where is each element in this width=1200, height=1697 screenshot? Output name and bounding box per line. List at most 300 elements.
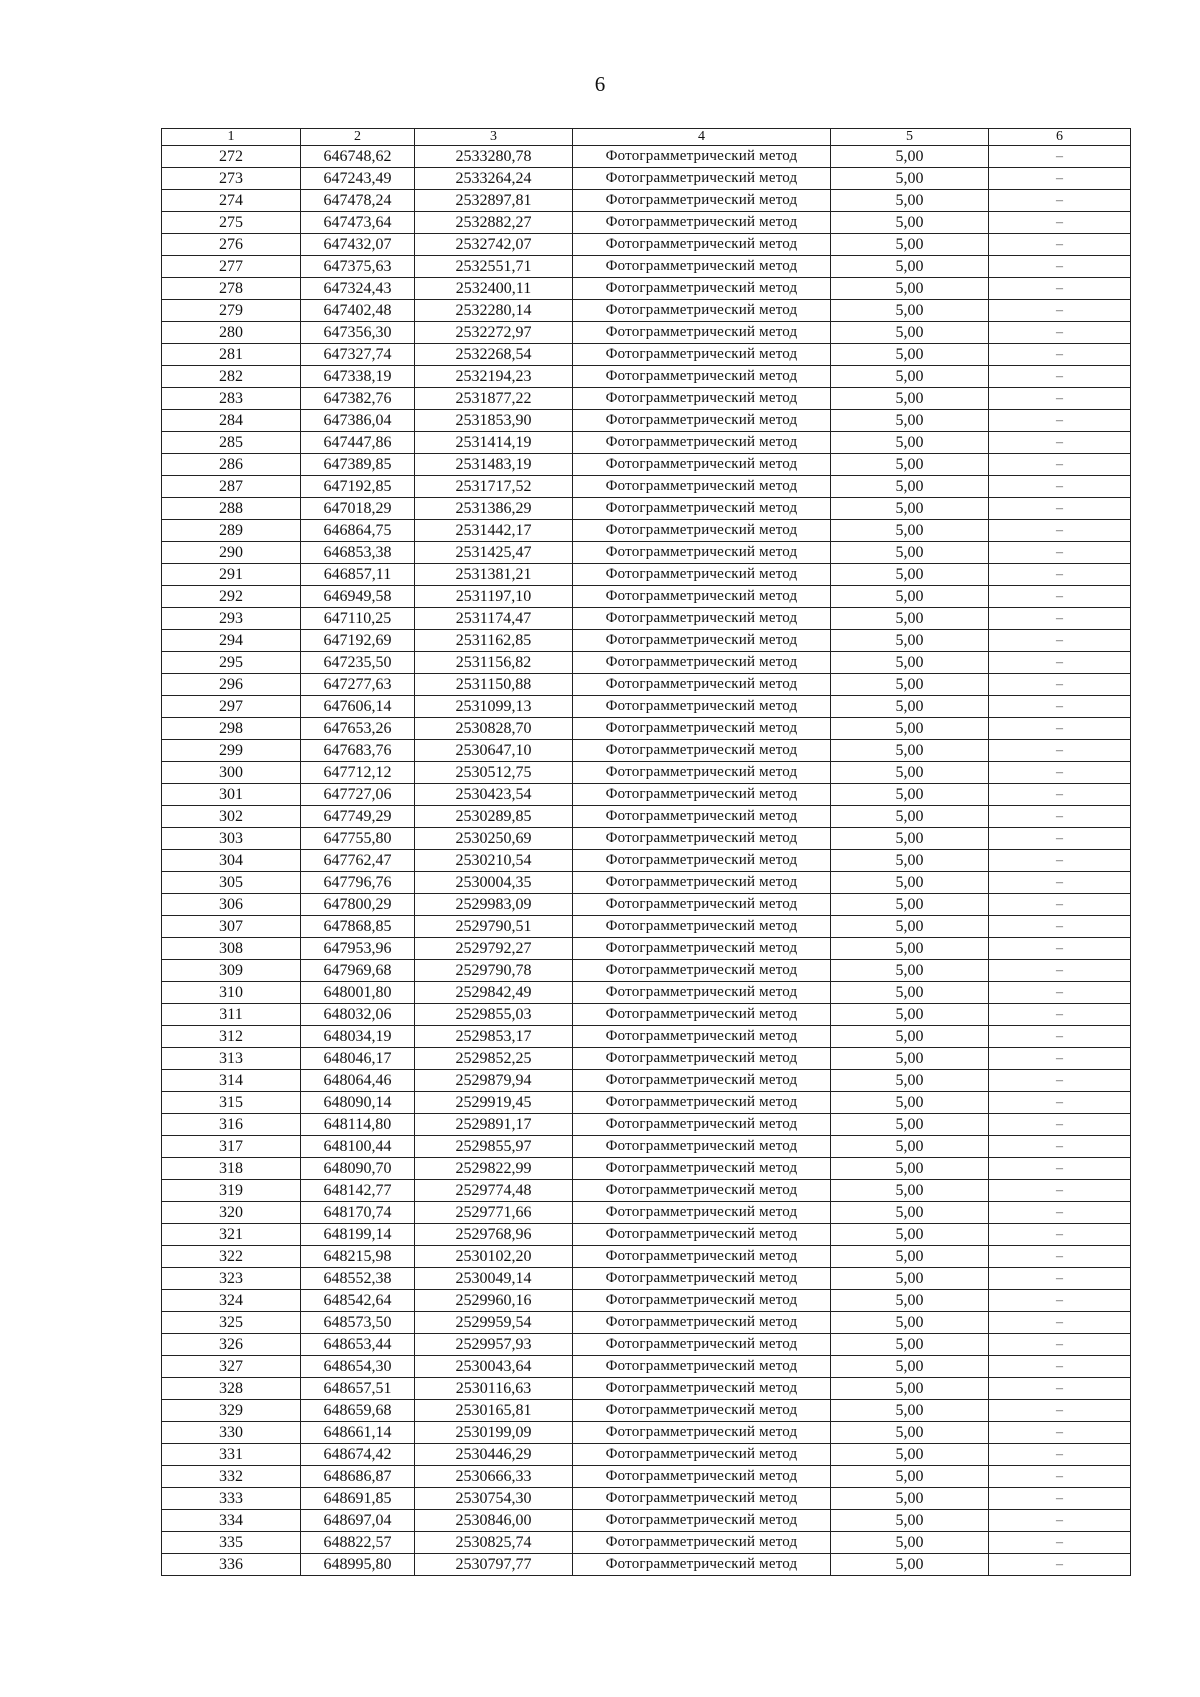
note-cell: –: [989, 1158, 1131, 1180]
note-cell: –: [989, 630, 1131, 652]
column-header-1: 1: [162, 129, 301, 146]
y-coordinate-cell: 2531442,17: [415, 520, 573, 542]
x-coordinate-cell: 647327,74: [301, 344, 415, 366]
point-number-cell: 326: [162, 1334, 301, 1356]
note-cell: –: [989, 520, 1131, 542]
note-cell: –: [989, 300, 1131, 322]
method-cell: Фотограмметрический метод: [573, 1048, 831, 1070]
method-cell: Фотограмметрический метод: [573, 1400, 831, 1422]
y-coordinate-cell: 2530004,35: [415, 872, 573, 894]
y-coordinate-cell: 2530647,10: [415, 740, 573, 762]
accuracy-cell: 5,00: [831, 1048, 989, 1070]
method-cell: Фотограмметрический метод: [573, 718, 831, 740]
note-cell: –: [989, 168, 1131, 190]
table-row: [162, 146, 1131, 168]
x-coordinate-cell: 647953,96: [301, 938, 415, 960]
y-coordinate-cell: 2530825,74: [415, 1532, 573, 1554]
note-cell: –: [989, 828, 1131, 850]
table-row: [162, 1070, 1131, 1092]
y-coordinate-cell: 2529771,66: [415, 1202, 573, 1224]
x-coordinate-cell: 647653,26: [301, 718, 415, 740]
accuracy-cell: 5,00: [831, 652, 989, 674]
method-cell: Фотограмметрический метод: [573, 564, 831, 586]
y-coordinate-cell: 2530210,54: [415, 850, 573, 872]
method-cell: Фотограмметрический метод: [573, 1026, 831, 1048]
accuracy-cell: 5,00: [831, 1510, 989, 1532]
table-row: [162, 1444, 1131, 1466]
table-row: [162, 1048, 1131, 1070]
x-coordinate-cell: 648995,80: [301, 1554, 415, 1576]
table-row: [162, 300, 1131, 322]
x-coordinate-cell: 648552,38: [301, 1268, 415, 1290]
column-header-4: 4: [573, 129, 831, 146]
accuracy-cell: 5,00: [831, 630, 989, 652]
note-cell: –: [989, 1268, 1131, 1290]
note-cell: –: [989, 960, 1131, 982]
accuracy-cell: 5,00: [831, 674, 989, 696]
y-coordinate-cell: 2530165,81: [415, 1400, 573, 1422]
x-coordinate-cell: 646853,38: [301, 542, 415, 564]
note-cell: –: [989, 1422, 1131, 1444]
y-coordinate-cell: 2531099,13: [415, 696, 573, 718]
point-number-cell: 301: [162, 784, 301, 806]
x-coordinate-cell: 648659,68: [301, 1400, 415, 1422]
method-cell: Фотограмметрический метод: [573, 1114, 831, 1136]
note-cell: –: [989, 432, 1131, 454]
table-row: [162, 1400, 1131, 1422]
x-coordinate-cell: 647338,19: [301, 366, 415, 388]
note-cell: –: [989, 1004, 1131, 1026]
y-coordinate-cell: 2532882,27: [415, 212, 573, 234]
x-coordinate-cell: 647432,07: [301, 234, 415, 256]
point-number-cell: 278: [162, 278, 301, 300]
note-cell: –: [989, 850, 1131, 872]
x-coordinate-cell: 647749,29: [301, 806, 415, 828]
accuracy-cell: 5,00: [831, 1422, 989, 1444]
table-row: [162, 1224, 1131, 1246]
accuracy-cell: 5,00: [831, 1114, 989, 1136]
accuracy-cell: 5,00: [831, 1356, 989, 1378]
x-coordinate-cell: 647478,24: [301, 190, 415, 212]
table-row: [162, 388, 1131, 410]
point-number-cell: 334: [162, 1510, 301, 1532]
point-number-cell: 327: [162, 1356, 301, 1378]
point-number-cell: 324: [162, 1290, 301, 1312]
table-row: [162, 1554, 1131, 1576]
accuracy-cell: 5,00: [831, 564, 989, 586]
column-header-5: 5: [831, 129, 989, 146]
y-coordinate-cell: 2529960,16: [415, 1290, 573, 1312]
point-number-cell: 290: [162, 542, 301, 564]
x-coordinate-cell: 647018,29: [301, 498, 415, 520]
point-number-cell: 293: [162, 608, 301, 630]
y-coordinate-cell: 2529983,09: [415, 894, 573, 916]
table-row: [162, 960, 1131, 982]
accuracy-cell: 5,00: [831, 828, 989, 850]
note-cell: –: [989, 762, 1131, 784]
x-coordinate-cell: 648090,70: [301, 1158, 415, 1180]
point-number-cell: 299: [162, 740, 301, 762]
x-coordinate-cell: 648542,64: [301, 1290, 415, 1312]
x-coordinate-cell: 647192,85: [301, 476, 415, 498]
table-row: [162, 322, 1131, 344]
point-number-cell: 328: [162, 1378, 301, 1400]
accuracy-cell: 5,00: [831, 190, 989, 212]
x-coordinate-cell: 647727,06: [301, 784, 415, 806]
table-row: [162, 1466, 1131, 1488]
note-cell: –: [989, 1136, 1131, 1158]
method-cell: Фотограмметрический метод: [573, 1004, 831, 1026]
method-cell: Фотограмметрический метод: [573, 960, 831, 982]
accuracy-cell: 5,00: [831, 278, 989, 300]
point-number-cell: 307: [162, 916, 301, 938]
table-row: [162, 234, 1131, 256]
accuracy-cell: 5,00: [831, 454, 989, 476]
x-coordinate-cell: 647683,76: [301, 740, 415, 762]
point-number-cell: 282: [162, 366, 301, 388]
y-coordinate-cell: 2529852,25: [415, 1048, 573, 1070]
method-cell: Фотограмметрический метод: [573, 410, 831, 432]
x-coordinate-cell: 648199,14: [301, 1224, 415, 1246]
accuracy-cell: 5,00: [831, 1554, 989, 1576]
note-cell: –: [989, 322, 1131, 344]
table-row: [162, 630, 1131, 652]
table-row: [162, 1312, 1131, 1334]
x-coordinate-cell: 648064,46: [301, 1070, 415, 1092]
accuracy-cell: 5,00: [831, 872, 989, 894]
accuracy-cell: 5,00: [831, 366, 989, 388]
accuracy-cell: 5,00: [831, 784, 989, 806]
point-number-cell: 331: [162, 1444, 301, 1466]
method-cell: Фотограмметрический метод: [573, 1334, 831, 1356]
point-number-cell: 329: [162, 1400, 301, 1422]
y-coordinate-cell: 2529879,94: [415, 1070, 573, 1092]
accuracy-cell: 5,00: [831, 1136, 989, 1158]
table-row: [162, 872, 1131, 894]
table-row: [162, 850, 1131, 872]
method-cell: Фотограмметрический метод: [573, 476, 831, 498]
method-cell: Фотограмметрический метод: [573, 1070, 831, 1092]
y-coordinate-cell: 2531877,22: [415, 388, 573, 410]
x-coordinate-cell: 647402,48: [301, 300, 415, 322]
column-header-2: 2: [301, 129, 415, 146]
y-coordinate-cell: 2531174,47: [415, 608, 573, 630]
point-number-cell: 284: [162, 410, 301, 432]
note-cell: –: [989, 1114, 1131, 1136]
accuracy-cell: 5,00: [831, 608, 989, 630]
x-coordinate-cell: 648573,50: [301, 1312, 415, 1334]
accuracy-cell: 5,00: [831, 1488, 989, 1510]
accuracy-cell: 5,00: [831, 168, 989, 190]
method-cell: Фотограмметрический метод: [573, 630, 831, 652]
table-row: [162, 1510, 1131, 1532]
x-coordinate-cell: 648170,74: [301, 1202, 415, 1224]
method-cell: Фотограмметрический метод: [573, 454, 831, 476]
y-coordinate-cell: 2533264,24: [415, 168, 573, 190]
accuracy-cell: 5,00: [831, 1466, 989, 1488]
method-cell: Фотограмметрический метод: [573, 696, 831, 718]
accuracy-cell: 5,00: [831, 696, 989, 718]
accuracy-cell: 5,00: [831, 916, 989, 938]
point-number-cell: 313: [162, 1048, 301, 1070]
x-coordinate-cell: 648686,87: [301, 1466, 415, 1488]
method-cell: Фотограмметрический метод: [573, 894, 831, 916]
table-row: [162, 1180, 1131, 1202]
y-coordinate-cell: 2530250,69: [415, 828, 573, 850]
method-cell: Фотограмметрический метод: [573, 586, 831, 608]
table-row: [162, 608, 1131, 630]
method-cell: Фотограмметрический метод: [573, 520, 831, 542]
method-cell: Фотограмметрический метод: [573, 1246, 831, 1268]
note-cell: –: [989, 982, 1131, 1004]
x-coordinate-cell: 648032,06: [301, 1004, 415, 1026]
accuracy-cell: 5,00: [831, 1158, 989, 1180]
table-row: [162, 1488, 1131, 1510]
accuracy-cell: 5,00: [831, 1224, 989, 1246]
note-cell: –: [989, 190, 1131, 212]
x-coordinate-cell: 647796,76: [301, 872, 415, 894]
y-coordinate-cell: 2529853,17: [415, 1026, 573, 1048]
method-cell: Фотограмметрический метод: [573, 1290, 831, 1312]
point-number-cell: 303: [162, 828, 301, 850]
method-cell: Фотограмметрический метод: [573, 1532, 831, 1554]
note-cell: –: [989, 916, 1131, 938]
note-cell: –: [989, 740, 1131, 762]
table-row: [162, 520, 1131, 542]
x-coordinate-cell: 648674,42: [301, 1444, 415, 1466]
point-number-cell: 291: [162, 564, 301, 586]
method-cell: Фотограмметрический метод: [573, 322, 831, 344]
table-row: [162, 1268, 1131, 1290]
table-row: [162, 212, 1131, 234]
table-row: [162, 454, 1131, 476]
table-row: [162, 168, 1131, 190]
table-row: [162, 278, 1131, 300]
point-number-cell: 332: [162, 1466, 301, 1488]
x-coordinate-cell: 647762,47: [301, 850, 415, 872]
method-cell: Фотограмметрический метод: [573, 1356, 831, 1378]
table-row: [162, 916, 1131, 938]
note-cell: –: [989, 234, 1131, 256]
x-coordinate-cell: 648090,14: [301, 1092, 415, 1114]
x-coordinate-cell: 648697,04: [301, 1510, 415, 1532]
accuracy-cell: 5,00: [831, 1268, 989, 1290]
note-cell: –: [989, 1510, 1131, 1532]
y-coordinate-cell: 2532280,14: [415, 300, 573, 322]
y-coordinate-cell: 2532400,11: [415, 278, 573, 300]
table-row: [162, 190, 1131, 212]
y-coordinate-cell: 2532551,71: [415, 256, 573, 278]
method-cell: Фотограмметрический метод: [573, 1224, 831, 1246]
y-coordinate-cell: 2530797,77: [415, 1554, 573, 1576]
note-cell: –: [989, 146, 1131, 168]
y-coordinate-cell: 2530116,63: [415, 1378, 573, 1400]
y-coordinate-cell: 2531150,88: [415, 674, 573, 696]
point-number-cell: 310: [162, 982, 301, 1004]
point-number-cell: 274: [162, 190, 301, 212]
x-coordinate-cell: 648654,30: [301, 1356, 415, 1378]
accuracy-cell: 5,00: [831, 718, 989, 740]
accuracy-cell: 5,00: [831, 1532, 989, 1554]
y-coordinate-cell: 2529919,45: [415, 1092, 573, 1114]
y-coordinate-cell: 2529792,27: [415, 938, 573, 960]
point-number-cell: 309: [162, 960, 301, 982]
point-number-cell: 281: [162, 344, 301, 366]
point-number-cell: 311: [162, 1004, 301, 1026]
note-cell: –: [989, 1048, 1131, 1070]
table-row: [162, 982, 1131, 1004]
note-cell: –: [989, 454, 1131, 476]
note-cell: –: [989, 806, 1131, 828]
method-cell: Фотограмметрический метод: [573, 1378, 831, 1400]
note-cell: –: [989, 1334, 1131, 1356]
x-coordinate-cell: 646857,11: [301, 564, 415, 586]
note-cell: –: [989, 1180, 1131, 1202]
x-coordinate-cell: 648657,51: [301, 1378, 415, 1400]
table-row: [162, 564, 1131, 586]
method-cell: Фотограмметрический метод: [573, 1488, 831, 1510]
y-coordinate-cell: 2530446,29: [415, 1444, 573, 1466]
note-cell: –: [989, 652, 1131, 674]
note-cell: –: [989, 938, 1131, 960]
point-number-cell: 306: [162, 894, 301, 916]
method-cell: Фотограмметрический метод: [573, 1268, 831, 1290]
note-cell: –: [989, 212, 1131, 234]
table-row: [162, 828, 1131, 850]
x-coordinate-cell: 646949,58: [301, 586, 415, 608]
y-coordinate-cell: 2531156,82: [415, 652, 573, 674]
accuracy-cell: 5,00: [831, 850, 989, 872]
accuracy-cell: 5,00: [831, 1026, 989, 1048]
accuracy-cell: 5,00: [831, 960, 989, 982]
y-coordinate-cell: 2531386,29: [415, 498, 573, 520]
y-coordinate-cell: 2530666,33: [415, 1466, 573, 1488]
note-cell: –: [989, 256, 1131, 278]
y-coordinate-cell: 2530199,09: [415, 1422, 573, 1444]
accuracy-cell: 5,00: [831, 1444, 989, 1466]
accuracy-cell: 5,00: [831, 322, 989, 344]
note-cell: –: [989, 1224, 1131, 1246]
method-cell: Фотограмметрический метод: [573, 1180, 831, 1202]
x-coordinate-cell: 646748,62: [301, 146, 415, 168]
table-row: [162, 1334, 1131, 1356]
table-row: [162, 938, 1131, 960]
point-number-cell: 295: [162, 652, 301, 674]
table-row: [162, 366, 1131, 388]
method-cell: Фотограмметрический метод: [573, 916, 831, 938]
y-coordinate-cell: 2529959,54: [415, 1312, 573, 1334]
method-cell: Фотограмметрический метод: [573, 1136, 831, 1158]
y-coordinate-cell: 2530102,20: [415, 1246, 573, 1268]
method-cell: Фотограмметрический метод: [573, 806, 831, 828]
point-number-cell: 296: [162, 674, 301, 696]
accuracy-cell: 5,00: [831, 894, 989, 916]
method-cell: Фотограмметрический метод: [573, 168, 831, 190]
accuracy-cell: 5,00: [831, 300, 989, 322]
note-cell: –: [989, 696, 1131, 718]
x-coordinate-cell: 647324,43: [301, 278, 415, 300]
x-coordinate-cell: 647386,04: [301, 410, 415, 432]
page-number: 6: [594, 72, 606, 96]
point-number-cell: 300: [162, 762, 301, 784]
point-number-cell: 315: [162, 1092, 301, 1114]
accuracy-cell: 5,00: [831, 1070, 989, 1092]
table-row: [162, 718, 1131, 740]
y-coordinate-cell: 2529855,97: [415, 1136, 573, 1158]
point-number-cell: 283: [162, 388, 301, 410]
point-number-cell: 277: [162, 256, 301, 278]
y-coordinate-cell: 2531162,85: [415, 630, 573, 652]
point-number-cell: 304: [162, 850, 301, 872]
method-cell: Фотограмметрический метод: [573, 300, 831, 322]
method-cell: Фотограмметрический метод: [573, 1554, 831, 1576]
accuracy-cell: 5,00: [831, 256, 989, 278]
table-row: [162, 762, 1131, 784]
point-number-cell: 280: [162, 322, 301, 344]
x-coordinate-cell: 647243,49: [301, 168, 415, 190]
y-coordinate-cell: 2533280,78: [415, 146, 573, 168]
method-cell: Фотограмметрический метод: [573, 1158, 831, 1180]
method-cell: Фотограмметрический метод: [573, 652, 831, 674]
x-coordinate-cell: 647382,76: [301, 388, 415, 410]
point-number-cell: 276: [162, 234, 301, 256]
method-cell: Фотограмметрический метод: [573, 1202, 831, 1224]
accuracy-cell: 5,00: [831, 586, 989, 608]
table-row: [162, 1356, 1131, 1378]
method-cell: Фотограмметрический метод: [573, 828, 831, 850]
accuracy-cell: 5,00: [831, 1400, 989, 1422]
accuracy-cell: 5,00: [831, 542, 989, 564]
note-cell: –: [989, 1092, 1131, 1114]
note-cell: –: [989, 366, 1131, 388]
method-cell: Фотограмметрический метод: [573, 938, 831, 960]
x-coordinate-cell: 648653,44: [301, 1334, 415, 1356]
x-coordinate-cell: 648114,80: [301, 1114, 415, 1136]
method-cell: Фотограмметрический метод: [573, 1092, 831, 1114]
table-row: [162, 1532, 1131, 1554]
y-coordinate-cell: 2529891,17: [415, 1114, 573, 1136]
point-number-cell: 292: [162, 586, 301, 608]
point-number-cell: 275: [162, 212, 301, 234]
method-cell: Фотограмметрический метод: [573, 542, 831, 564]
method-cell: Фотограмметрический метод: [573, 146, 831, 168]
method-cell: Фотограмметрический метод: [573, 388, 831, 410]
accuracy-cell: 5,00: [831, 388, 989, 410]
point-number-cell: 285: [162, 432, 301, 454]
point-number-cell: 314: [162, 1070, 301, 1092]
method-cell: Фотограмметрический метод: [573, 190, 831, 212]
x-coordinate-cell: 647712,12: [301, 762, 415, 784]
x-coordinate-cell: 648822,57: [301, 1532, 415, 1554]
table-row: [162, 586, 1131, 608]
accuracy-cell: 5,00: [831, 1290, 989, 1312]
table-row: [162, 1422, 1131, 1444]
point-number-cell: 305: [162, 872, 301, 894]
y-coordinate-cell: 2531414,19: [415, 432, 573, 454]
table-row: [162, 1092, 1131, 1114]
point-number-cell: 321: [162, 1224, 301, 1246]
method-cell: Фотограмметрический метод: [573, 784, 831, 806]
point-number-cell: 312: [162, 1026, 301, 1048]
x-coordinate-cell: 648046,17: [301, 1048, 415, 1070]
table-row: [162, 344, 1131, 366]
column-header-6: 6: [989, 129, 1131, 146]
note-cell: –: [989, 498, 1131, 520]
table-row: [162, 1004, 1131, 1026]
method-cell: Фотограмметрический метод: [573, 1466, 831, 1488]
note-cell: –: [989, 1246, 1131, 1268]
y-coordinate-cell: 2532742,07: [415, 234, 573, 256]
